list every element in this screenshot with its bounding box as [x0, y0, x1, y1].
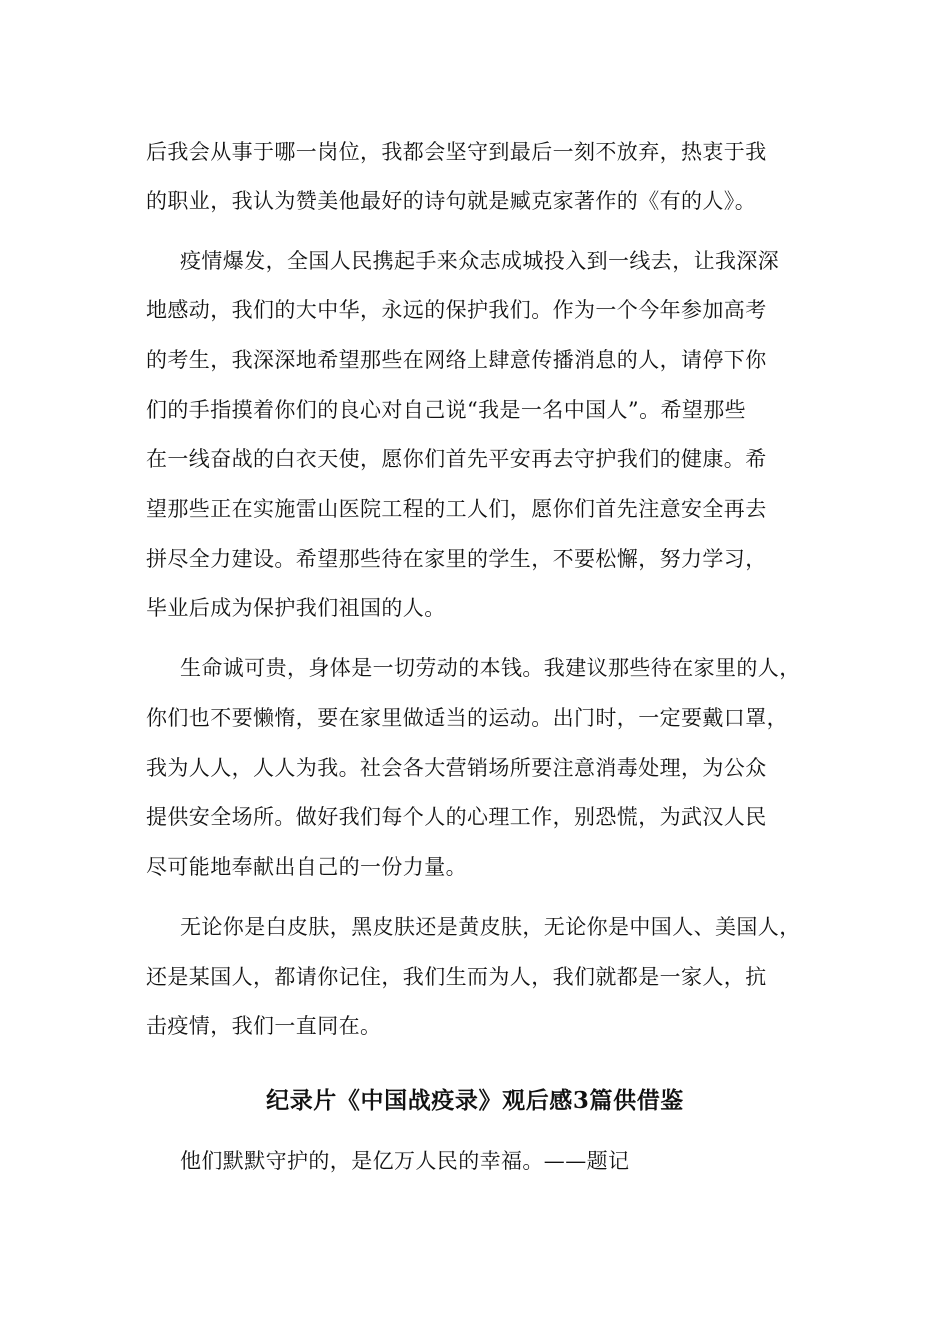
- text-line: 尽可能地奉献出自己的一份力量。: [146, 855, 467, 879]
- epigraph: 他们默默守护的，是亿万人民的幸福。——题记: [180, 1149, 630, 1173]
- text-line: 我为人人，人人为我。社会各大营销场所要注意消毒处理，为公众: [146, 756, 767, 780]
- text-line: 疫情爆发，全国人民携起手来众志成城投入到一线去，让我深深: [180, 249, 780, 273]
- text-line: 在一线奋战的白衣天使，愿你们首先平安再去守护我们的健康。希: [146, 447, 767, 471]
- text-line: 的考生，我深深地希望那些在网络上肆意传播消息的人，请停下你: [146, 348, 767, 372]
- text-line: 你们也不要懒惰，要在家里做适当的运动。出门时，一定要戴口罩，: [146, 706, 788, 730]
- text-line: 击疫情，我们一直同在。: [146, 1014, 382, 1038]
- text-line: 的职业，我认为赞美他最好的诗句就是臧克家著作的《有的人》。: [146, 189, 757, 213]
- text-line: 后我会从事于哪一岗位，我都会坚守到最后一刻不放弃，热衷于我: [146, 140, 767, 164]
- text-line: 望那些正在实施雷山医院工程的工人们，愿你们首先注意安全再去: [146, 497, 767, 521]
- text-line: 毕业后成为保护我们祖国的人。: [146, 596, 446, 620]
- text-line: 无论你是白皮肤，黑皮肤还是黄皮肤，无论你是中国人、美国人，: [180, 915, 801, 939]
- text-line: 还是某国人，都请你记住，我们生而为人，我们就都是一家人，抗: [146, 965, 767, 989]
- text-line: 提供安全场所。做好我们每个人的心理工作，别恐慌，为武汉人民: [146, 805, 767, 829]
- text-line: 地感动，我们的大中华，永远的保护我们。作为一个今年参加高考: [146, 298, 767, 322]
- text-line: 拼尽全力建设。希望那些待在家里的学生，不要松懈，努力学习，: [146, 547, 767, 571]
- section-heading: 纪录片《中国战疫录》观后感3篇供借鉴: [266, 1087, 684, 1114]
- text-line: 生命诚可贵，身体是一切劳动的本钱。我建议那些待在家里的人，: [180, 656, 801, 680]
- text-line: 们的手指摸着你们的良心对自己说“我是一名中国人”。希望那些: [146, 398, 747, 422]
